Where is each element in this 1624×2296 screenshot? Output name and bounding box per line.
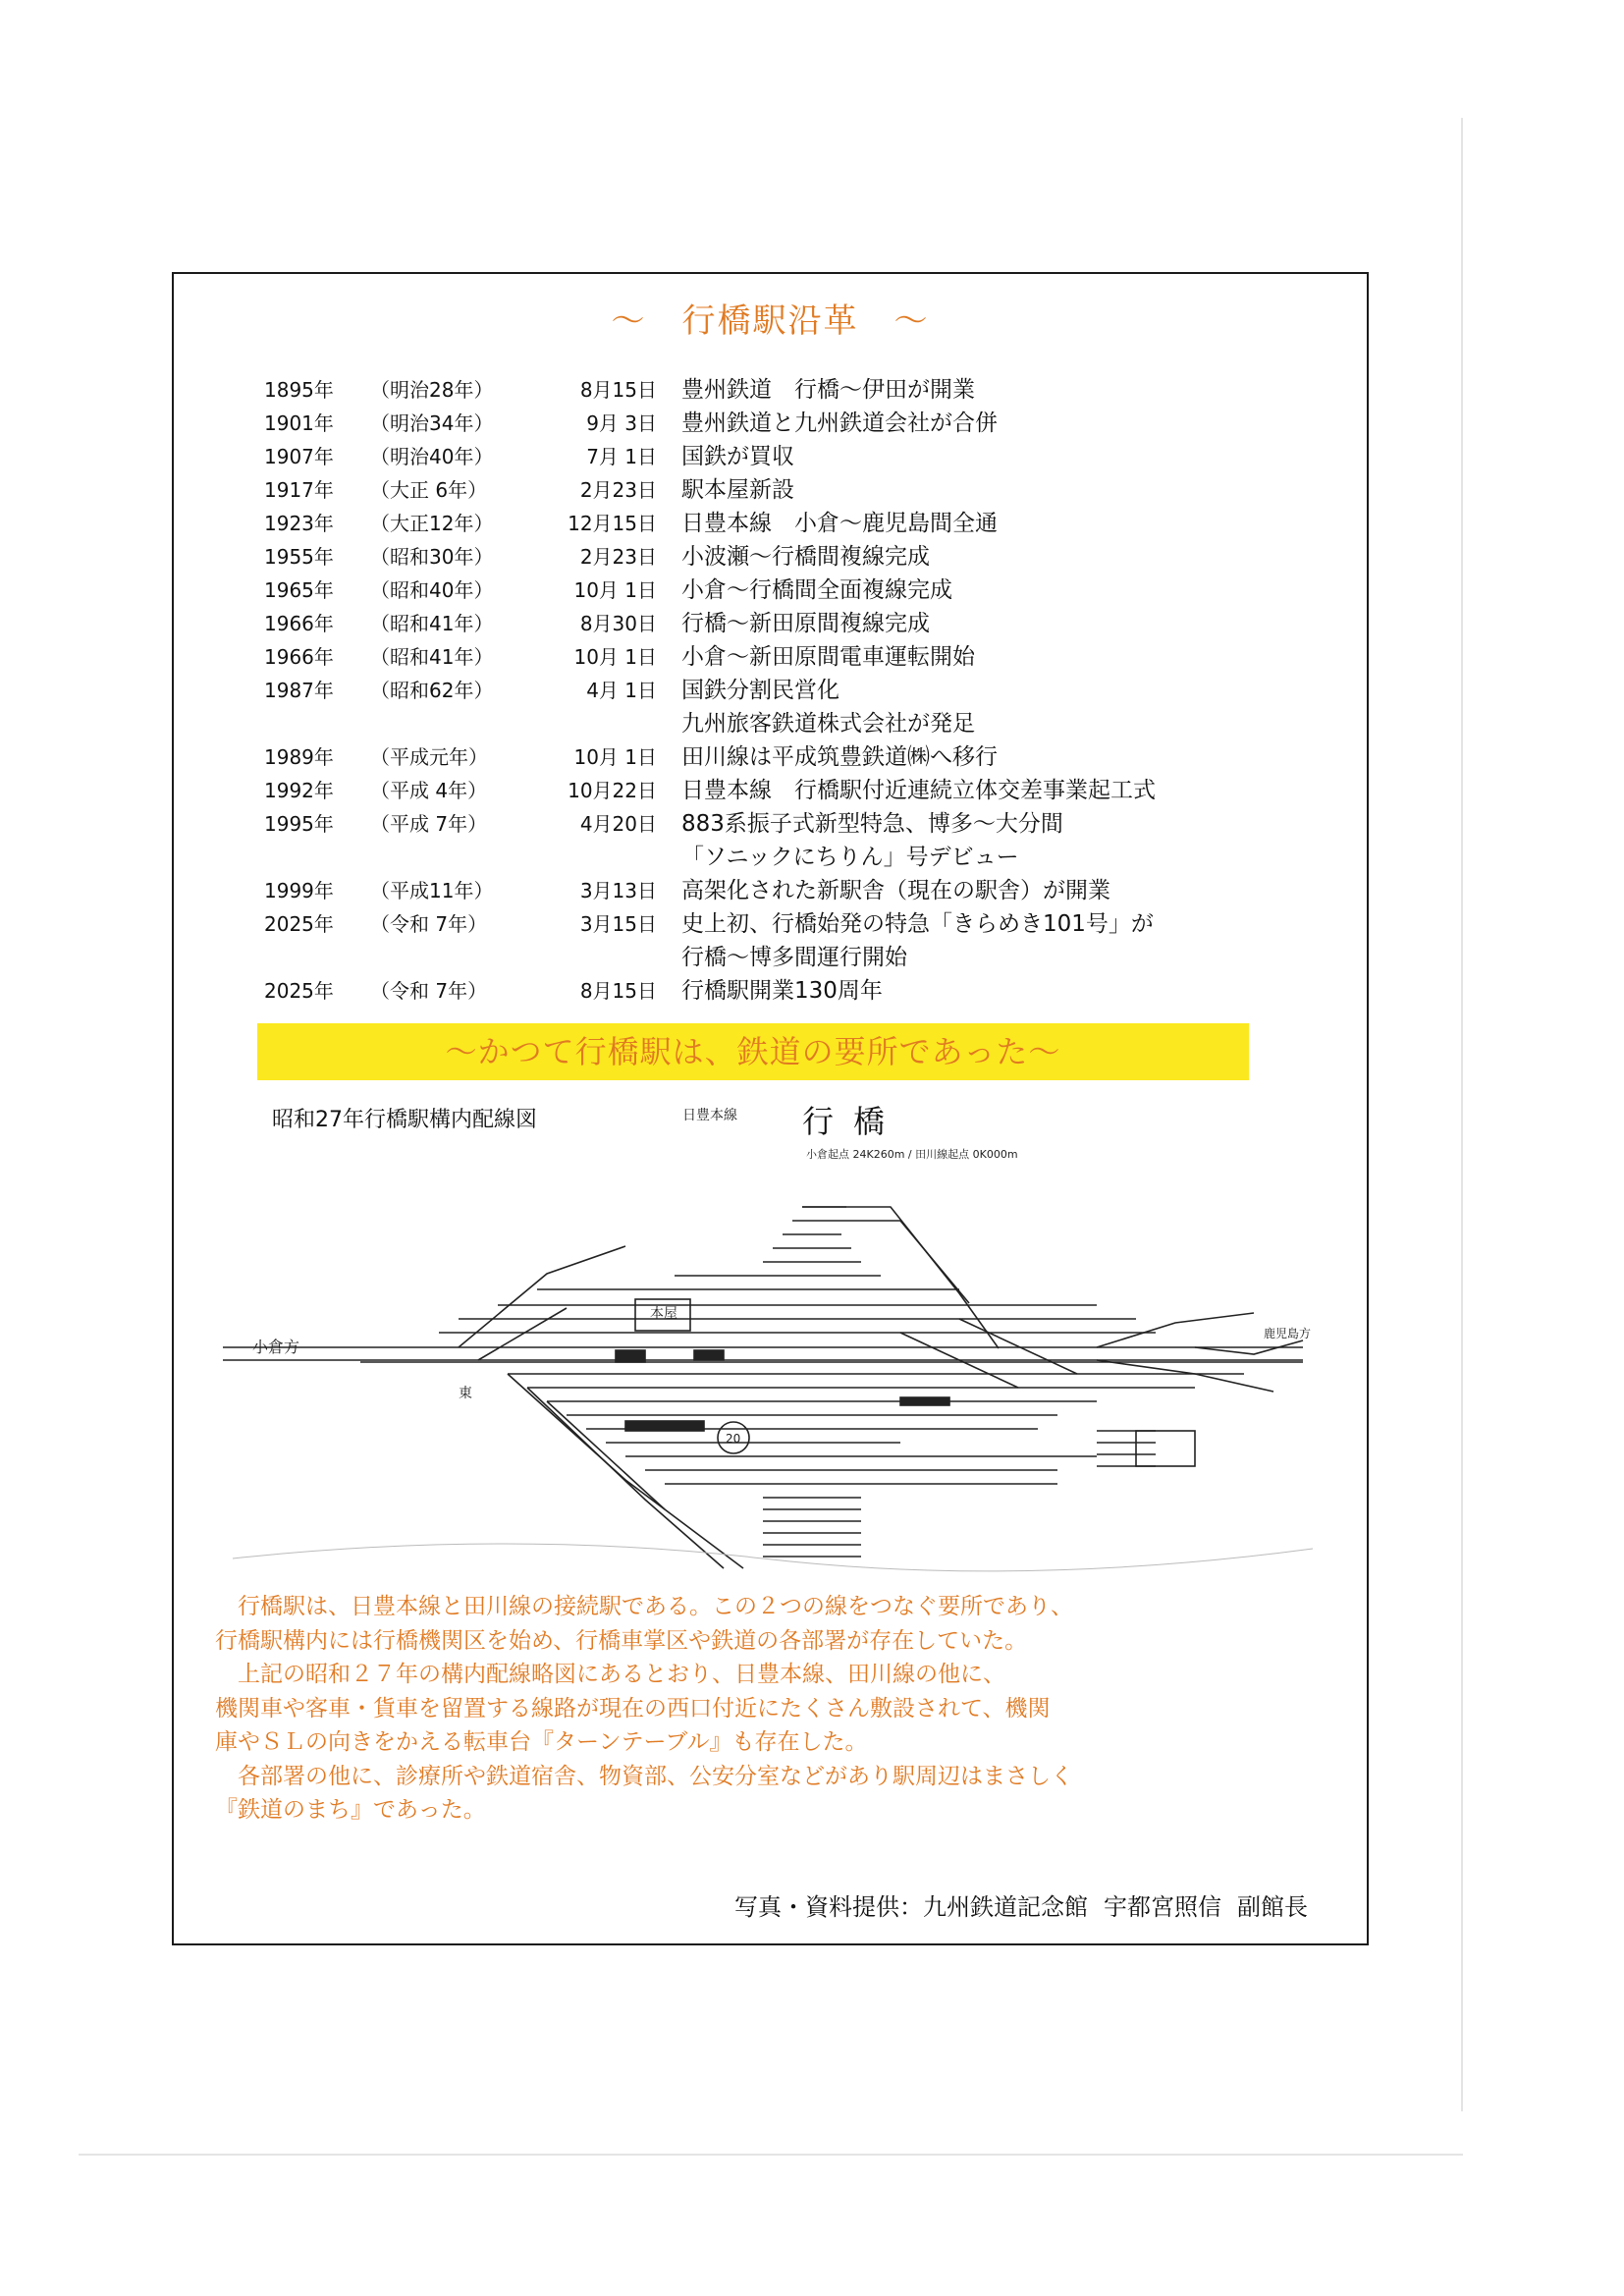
history-event: 883系振子式新型特急、博多〜大分間: [681, 811, 1063, 837]
highlight-banner: [257, 1023, 1249, 1080]
history-year: 1966年: [264, 645, 334, 669]
history-date: 9月 3日: [586, 411, 657, 435]
history-row: [264, 674, 1344, 707]
history-year: 1901年: [264, 411, 334, 435]
credit-line: [734, 1887, 1308, 1922]
history-event: 豊州鉄道と九州鉄道会社が合併: [681, 410, 998, 436]
history-event: 小倉〜行橋間全面複線完成: [681, 577, 952, 603]
label-kagoshima: 鹿児島方: [1264, 1327, 1312, 1340]
history-year: 1923年: [264, 512, 334, 535]
history-event: 「ソニックにちりん」号デビュー: [681, 845, 1019, 870]
description-line: 機関車や客車・貨車を留置する線路が現在の西口付近にたくさん敷設されて、機関: [215, 1695, 1051, 1722]
history-era: （平成 7年）: [370, 812, 488, 836]
description-line: 上記の昭和２７年の構内配線略図にあるとおり、日豊本線、田川線の他に、: [215, 1662, 1005, 1687]
history-date: 8月15日: [579, 979, 657, 1003]
content-frame: [172, 272, 1369, 1945]
history-date: 2月23日: [579, 545, 657, 569]
credit-name: 宇都宮照信: [1104, 1893, 1221, 1921]
history-era: （大正12年）: [370, 512, 494, 535]
description-text: [215, 1590, 1334, 1828]
label-kokura: 小倉方: [252, 1338, 300, 1356]
history-year: 1965年: [264, 578, 334, 602]
history-row: [264, 373, 1344, 407]
history-event: 日豊本線 行橋駅付近連続立体交差事業起工式: [681, 778, 1156, 803]
history-era: （昭和30年）: [370, 545, 494, 569]
history-date: 8月15日: [579, 378, 657, 402]
history-row: [264, 807, 1344, 841]
history-event: 日豊本線 小倉〜鹿児島間全通: [681, 511, 998, 536]
history-era: （明治28年）: [370, 378, 494, 402]
credit-label: 写真・資料提供：九州鉄道記念館: [734, 1893, 1088, 1921]
history-date: 10月 1日: [573, 578, 657, 602]
history-era: （令和 7年）: [370, 979, 488, 1003]
history-date: 2月23日: [579, 478, 657, 502]
history-date: 3月13日: [579, 879, 657, 902]
history-year: 1955年: [264, 545, 334, 569]
history-row: [264, 907, 1344, 941]
history-date: 8月30日: [579, 612, 657, 635]
history-event: 駅本屋新設: [681, 477, 794, 503]
history-row: [264, 941, 1344, 974]
history-row: [264, 874, 1344, 907]
history-event: 豊州鉄道 行橋〜伊田が開業: [681, 377, 975, 403]
description-line: 行橋駅は、日豊本線と田川線の接続駅である。この２つの線をつなぐ要所であり、: [215, 1594, 1073, 1619]
history-event: 行橋〜新田原間複線完成: [681, 611, 930, 636]
history-year: 1895年: [264, 378, 334, 402]
history-row: [264, 740, 1344, 774]
history-row: [264, 540, 1344, 574]
history-date: 12月15日: [568, 512, 657, 535]
history-era: （平成11年）: [370, 879, 494, 902]
diagram-line-name: 日豊本線: [682, 1108, 737, 1123]
history-year: 1987年: [264, 679, 334, 702]
history-event: 国鉄が買収: [681, 444, 794, 469]
history-row: [264, 974, 1344, 1008]
description-line: 庫やＳＬの向きをかえる転車台『ターンテーブル』も存在した。: [215, 1729, 868, 1755]
history-date: 4月 1日: [586, 679, 657, 702]
track-layout-diagram: [213, 1097, 1342, 1578]
label-turntable: 20: [726, 1432, 741, 1446]
history-date: 10月 1日: [573, 645, 657, 669]
history-row: [264, 841, 1344, 874]
history-era: （明治34年）: [370, 411, 494, 435]
history-year: 1999年: [264, 879, 334, 902]
page-edge-right: [1461, 118, 1463, 2111]
label-east: 東: [459, 1386, 472, 1401]
description-line: 各部署の他に、診療所や鉄道宿舎、物資部、公安分室などがあり駅周辺はまさしく: [215, 1763, 1073, 1789]
history-year: 1917年: [264, 478, 334, 502]
title-left-decoration: 〜: [611, 301, 647, 341]
history-year: 1966年: [264, 612, 334, 635]
history-date: 10月22日: [568, 779, 657, 802]
history-row: [264, 507, 1344, 540]
history-date: 3月15日: [579, 912, 657, 936]
diagram-title: 昭和27年行橋駅構内配線図: [272, 1108, 537, 1132]
history-era: （昭和41年）: [370, 612, 494, 635]
history-year: 2025年: [264, 979, 334, 1003]
history-year: 2025年: [264, 912, 334, 936]
page-edge-bottom: [79, 2154, 1463, 2156]
history-event: 国鉄分割民営化: [681, 678, 839, 703]
history-event: 九州旅客鉄道株式会社が発足: [681, 711, 975, 737]
history-event: 行橋〜博多間運行開始: [681, 945, 907, 970]
history-event: 行橋駅開業130周年: [681, 978, 883, 1004]
diagram-station-name: 行橋: [802, 1103, 905, 1140]
history-row: [264, 707, 1344, 740]
history-event: 史上初、行橋始発の特急「きらめき101号」が: [681, 911, 1154, 937]
history-date: 7月 1日: [586, 445, 657, 468]
history-row: [264, 440, 1344, 473]
history-row: [264, 574, 1344, 607]
label-honya: 本屋: [650, 1306, 677, 1322]
history-event: 小波瀬〜行橋間複線完成: [681, 544, 930, 570]
history-era: （平成元年）: [370, 745, 488, 769]
history-event: 高架化された新駅舎（現在の駅舎）が開業: [681, 878, 1110, 903]
history-era: （昭和40年）: [370, 578, 494, 602]
title-text: 行橋駅沿革: [681, 301, 859, 341]
history-era: （昭和41年）: [370, 645, 494, 669]
banner-text: 〜かつて行橋駅は、鉄道の要所であった〜: [445, 1033, 1061, 1070]
history-era: （平成 4年）: [370, 779, 488, 802]
description-line: 『鉄道のまち』であった。: [215, 1797, 486, 1823]
history-row: [264, 607, 1344, 640]
history-year: 1907年: [264, 445, 334, 468]
page-title: [174, 294, 1367, 342]
history-row: [264, 774, 1344, 807]
description-line: 行橋駅構内には行橋機関区を始め、行橋車掌区や鉄道の各部署が存在していた。: [215, 1627, 1028, 1654]
credit-role: 副館長: [1237, 1893, 1308, 1921]
history-row: [264, 640, 1344, 674]
history-list: [264, 373, 1344, 1008]
history-era: （昭和62年）: [370, 679, 494, 702]
history-era: （令和 7年）: [370, 912, 488, 936]
history-year: 1995年: [264, 812, 334, 836]
history-era: （大正 6年）: [370, 478, 488, 502]
history-event: 田川線は平成筑豊鉄道㈱へ移行: [681, 744, 998, 770]
history-row: [264, 473, 1344, 507]
title-right-decoration: 〜: [893, 301, 930, 341]
diagram-sub-note: 小倉起点 24K260m / 田川線起点 0K000m: [806, 1148, 1018, 1161]
history-date: 4月20日: [579, 812, 657, 836]
history-date: 10月 1日: [573, 745, 657, 769]
history-era: （明治40年）: [370, 445, 494, 468]
history-event: 小倉〜新田原間電車運転開始: [681, 644, 975, 670]
history-row: [264, 407, 1344, 440]
history-year: 1989年: [264, 745, 334, 769]
track-diagram-drawing: [213, 1097, 1342, 1578]
history-year: 1992年: [264, 779, 334, 802]
